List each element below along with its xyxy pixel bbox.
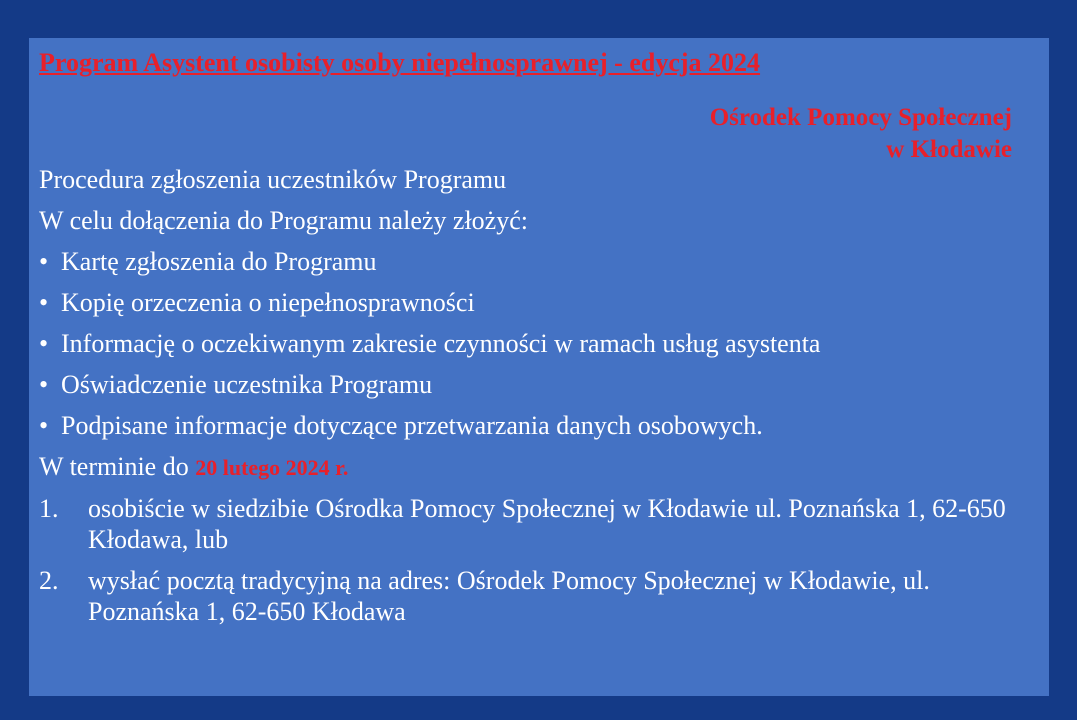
document-item bbox=[39, 369, 1029, 400]
document-item-text: Podpisane informacje dotyczące przetwarzania danych osobowych. bbox=[61, 411, 763, 440]
document-item-text: Kopię orzeczenia o niepełnosprawności bbox=[61, 288, 475, 317]
document-item-text: Oświadczenie uczestnika Programu bbox=[61, 370, 433, 399]
organization-line-2: w Kłodawie bbox=[886, 136, 1012, 163]
document-item bbox=[39, 287, 1029, 318]
deadline-prefix: W terminie do bbox=[39, 452, 189, 481]
organization-name bbox=[710, 102, 1012, 166]
procedure-body bbox=[39, 164, 1029, 637]
deadline-line bbox=[39, 451, 1029, 483]
bullet-icon: • bbox=[39, 288, 49, 317]
deadline-date: 20 lutego 2024 r. bbox=[195, 455, 349, 480]
submission-method-number: 1. bbox=[39, 494, 59, 523]
document-item-text: Kartę zgłoszenia do Programu bbox=[61, 247, 377, 276]
document-item bbox=[39, 410, 1029, 441]
document-item bbox=[39, 328, 1029, 359]
procedure-heading: Procedura zgłoszenia uczestników Programu bbox=[39, 165, 507, 194]
submission-method-text: osobiście w siedzibie Ośrodka Pomocy Społecznej w Kłodawie ul. Poznańska 1, 62-650 Kłodawa, lub bbox=[88, 494, 1006, 554]
document-item bbox=[39, 246, 1029, 277]
bullet-icon: • bbox=[39, 370, 49, 399]
intro-text: W celu dołączenia do Programu należy złożyć: bbox=[39, 206, 528, 235]
submission-method-text: wysłać pocztą tradycyjną na adres: Ośrodek Pomocy Społecznej w Kłodawie, ul. Poznańska 1, 62-650 Kłodawa bbox=[88, 566, 930, 626]
submission-method-item bbox=[39, 493, 1029, 555]
organization-line-1: Ośrodek Pomocy Społecznej bbox=[709, 104, 1012, 131]
submission-method-item bbox=[39, 565, 1029, 627]
bullet-icon: • bbox=[39, 247, 49, 276]
bullet-icon: • bbox=[39, 329, 49, 358]
submission-method-number: 2. bbox=[39, 566, 59, 595]
page-title: Program Asystent osobisty osoby niepełnosprawnej - edycja 2024 bbox=[39, 48, 761, 77]
bullet-icon: • bbox=[39, 411, 49, 440]
document-item-text: Informację o oczekiwanym zakresie czynności w ramach usług asystenta bbox=[61, 329, 821, 358]
content-panel bbox=[29, 38, 1049, 696]
